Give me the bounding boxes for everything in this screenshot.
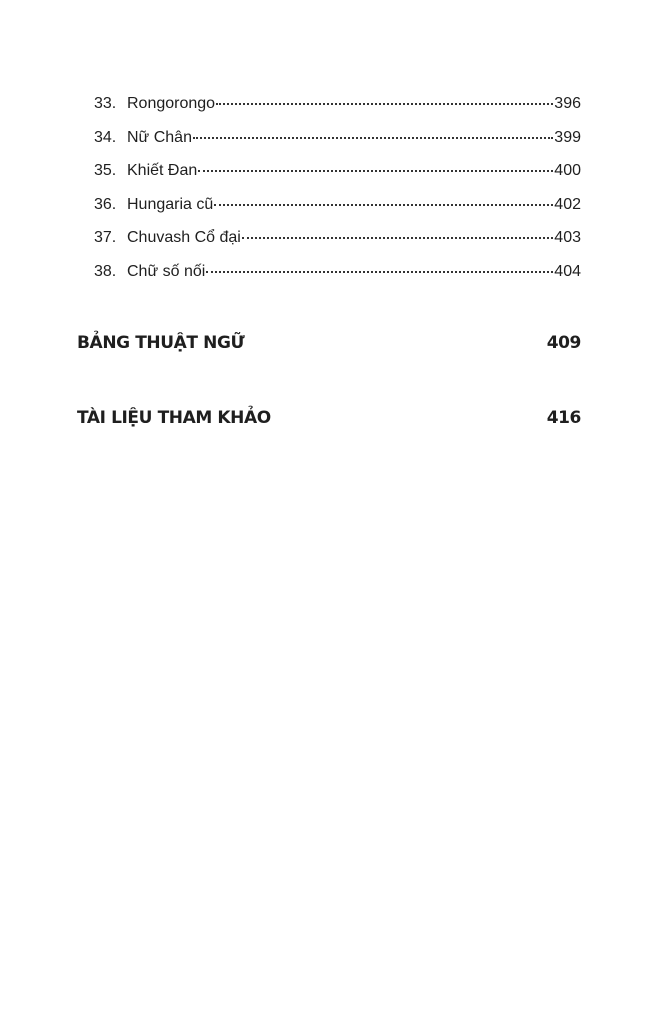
entry-title: Rongorongo: [127, 95, 216, 112]
table-of-contents: [94, 93, 581, 295]
dot-leader: [193, 136, 553, 139]
toc-entry: [94, 227, 581, 261]
entry-number: 38.: [94, 262, 117, 280]
entry-title: Nữ Chân: [127, 128, 192, 146]
dot-leader: [216, 102, 553, 105]
entry-page-number: 400: [554, 162, 581, 180]
section-page-number: 416: [546, 408, 581, 428]
section-title: BẢNG THUẬT NGỮ: [77, 333, 245, 353]
entry-page-number: 399: [554, 128, 581, 146]
section-heading-glossary: [77, 331, 581, 355]
entry-number: 35.: [94, 162, 117, 180]
dot-leader: [206, 270, 553, 273]
entry-page-number: 403: [554, 229, 581, 247]
entry-number: 36.: [94, 195, 117, 213]
toc-entry: [94, 127, 581, 161]
toc-entry: [94, 93, 581, 127]
toc-entry: [94, 160, 581, 194]
entry-page-number: 404: [554, 262, 581, 280]
entry-title: Hungaria cũ: [127, 195, 214, 213]
section-title: TÀI LIỆU THAM KHẢO: [77, 408, 271, 428]
entry-title: Khiết Đan: [127, 162, 198, 180]
dot-leader: [198, 169, 553, 172]
entry-number: 34.: [94, 128, 117, 146]
entry-title: Chuvash Cổ đại: [127, 229, 241, 247]
entry-page-number: 402: [554, 195, 581, 213]
entry-page-number: 396: [554, 95, 581, 112]
toc-entry: [94, 194, 581, 228]
entry-number: 33.: [94, 95, 117, 112]
section-heading-references: [77, 406, 581, 430]
dot-leader: [214, 203, 553, 206]
entry-title: Chữ số nối: [127, 262, 206, 280]
toc-entry: [94, 261, 581, 295]
section-page-number: 409: [546, 333, 581, 353]
entry-number: 37.: [94, 229, 117, 247]
dot-leader: [242, 236, 553, 239]
